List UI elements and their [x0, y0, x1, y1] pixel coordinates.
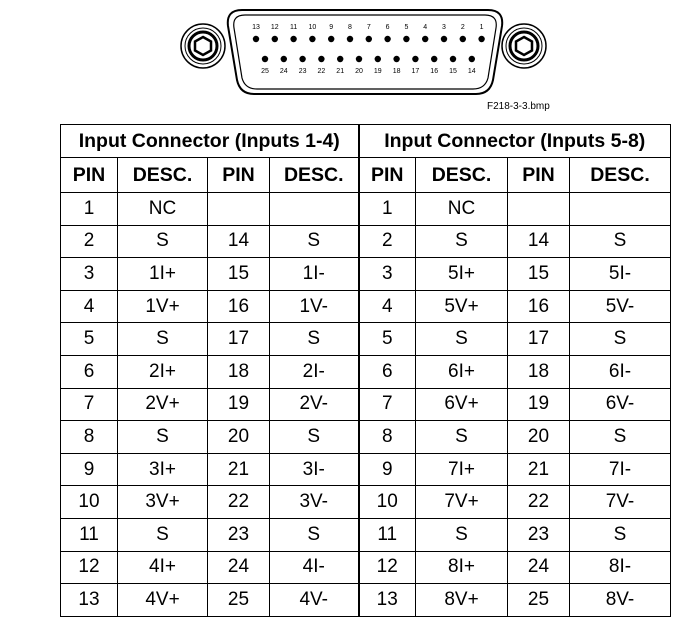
pin-cell: 15 — [508, 258, 570, 291]
table-row — [61, 388, 671, 421]
desc-cell: 7V+ — [416, 486, 508, 519]
pin-number-label: 17 — [411, 68, 420, 75]
group-header-row — [61, 125, 671, 158]
pin-number-label: 5 — [404, 24, 409, 31]
pin-cell: 11 — [61, 518, 118, 551]
pin-cell: 23 — [208, 518, 270, 551]
table-row — [61, 290, 671, 323]
pin-dot — [272, 36, 278, 42]
table-row — [61, 193, 671, 226]
desc-cell: S — [570, 225, 671, 258]
pin-cell: 20 — [508, 421, 570, 454]
desc-cell: S — [416, 421, 508, 454]
desc-cell: S — [570, 421, 671, 454]
desc-cell: 3V- — [270, 486, 359, 519]
desc-cell: 1I- — [270, 258, 359, 291]
desc-cell: 2I+ — [118, 355, 208, 388]
pin-cell: 3 — [359, 258, 416, 291]
desc-cell: NC — [118, 193, 208, 226]
table-row — [61, 551, 671, 584]
pin-number-label: 2 — [460, 24, 465, 31]
pin-number-label: 9 — [329, 24, 334, 31]
desc-cell: 4I- — [270, 551, 359, 584]
table-row — [61, 355, 671, 388]
desc-cell: 6I- — [570, 355, 671, 388]
table-row — [61, 323, 671, 356]
desc-cell: S — [118, 421, 208, 454]
column-header-desc: DESC. — [570, 158, 671, 193]
pin-dot — [281, 56, 287, 62]
pin-cell: 21 — [208, 453, 270, 486]
table-row — [61, 453, 671, 486]
desc-cell: S — [270, 518, 359, 551]
pin-cell: 17 — [208, 323, 270, 356]
pin-cell: 2 — [61, 225, 118, 258]
pin-cell: 12 — [359, 551, 416, 584]
desc-cell: S — [118, 323, 208, 356]
pin-cell: 3 — [61, 258, 118, 291]
desc-cell: S — [416, 225, 508, 258]
pin-dot — [299, 56, 305, 62]
pin-number-label: 1 — [479, 24, 484, 31]
desc-cell: 5V- — [570, 290, 671, 323]
desc-cell: 4V- — [270, 584, 359, 617]
pin-dot — [393, 56, 399, 62]
pin-dot — [356, 56, 362, 62]
desc-cell: 8V+ — [416, 584, 508, 617]
table-row — [61, 486, 671, 519]
column-header-desc: DESC. — [270, 158, 359, 193]
desc-cell: S — [118, 225, 208, 258]
pin-number-label: 18 — [392, 68, 401, 75]
pin-number-label: 13 — [252, 24, 260, 31]
pin-cell: 13 — [359, 584, 416, 617]
pin-dot — [328, 36, 334, 42]
pin-dot — [290, 36, 296, 42]
pin-number-label: 7 — [366, 24, 371, 31]
desc-cell: 2V+ — [118, 388, 208, 421]
pin-number-label: 24 — [279, 68, 288, 75]
desc-cell: 4V+ — [118, 584, 208, 617]
pin-dot — [460, 36, 466, 42]
desc-cell: 7I- — [570, 453, 671, 486]
pin-cell: 22 — [208, 486, 270, 519]
pin-cell: 13 — [61, 584, 118, 617]
table-row — [61, 258, 671, 291]
desc-cell: S — [416, 323, 508, 356]
desc-cell — [570, 193, 671, 226]
pin-dot — [366, 36, 372, 42]
pin-number-label: 8 — [348, 24, 352, 31]
pin-dot — [318, 56, 324, 62]
group-header-inputs-5-8: Input Connector (Inputs 5-8) — [359, 125, 671, 158]
pin-dot — [403, 36, 409, 42]
pin-cell: 16 — [208, 290, 270, 323]
desc-cell: 8V- — [570, 584, 671, 617]
column-header-desc: DESC. — [118, 158, 208, 193]
pin-number-label: 20 — [355, 68, 363, 75]
pin-number-label: 6 — [385, 24, 390, 31]
pin-cell: 4 — [61, 290, 118, 323]
column-header-pin: PIN — [359, 158, 416, 193]
pin-cell: 19 — [208, 388, 270, 421]
pin-dot — [253, 36, 259, 42]
pin-cell: 16 — [508, 290, 570, 323]
table-row — [61, 421, 671, 454]
desc-cell — [270, 193, 359, 226]
pin-cell — [208, 193, 270, 226]
pin-dot — [450, 56, 456, 62]
pin-cell: 14 — [208, 225, 270, 258]
pin-cell: 17 — [508, 323, 570, 356]
mounting-screw-icon — [181, 24, 225, 68]
desc-cell: S — [416, 518, 508, 551]
pin-cell: 9 — [359, 453, 416, 486]
pin-cell: 20 — [208, 421, 270, 454]
pin-dot — [347, 36, 353, 42]
pin-cell: 2 — [359, 225, 416, 258]
desc-cell: NC — [416, 193, 508, 226]
pin-cell: 7 — [61, 388, 118, 421]
pinout-table — [60, 124, 671, 617]
pin-cell: 11 — [359, 518, 416, 551]
pin-number-label: 22 — [317, 68, 326, 75]
desc-cell: 5I+ — [416, 258, 508, 291]
figure-label: F218-3-3.bmp — [487, 101, 550, 112]
table-row — [61, 584, 671, 617]
pin-number-label: 3 — [442, 24, 446, 31]
desc-cell: S — [270, 323, 359, 356]
pin-cell: 15 — [208, 258, 270, 291]
desc-cell: 5I- — [570, 258, 671, 291]
desc-cell: 2V- — [270, 388, 359, 421]
table-row — [61, 518, 671, 551]
pin-number-label: 25 — [261, 68, 269, 75]
pin-cell: 8 — [359, 421, 416, 454]
mounting-screw-icon — [502, 24, 546, 68]
pin-number-label: 4 — [423, 24, 428, 31]
pin-dot — [431, 56, 437, 62]
pin-cell: 22 — [508, 486, 570, 519]
pin-cell: 24 — [208, 551, 270, 584]
pin-cell: 1 — [61, 193, 118, 226]
pin-cell: 12 — [61, 551, 118, 584]
desc-cell: 8I- — [570, 551, 671, 584]
desc-cell: S — [270, 421, 359, 454]
desc-cell: 5V+ — [416, 290, 508, 323]
desc-cell: 2I- — [270, 355, 359, 388]
pin-cell — [508, 193, 570, 226]
group-header-inputs-1-4: Input Connector (Inputs 1-4) — [61, 125, 359, 158]
pin-number-label: 12 — [270, 24, 279, 31]
desc-cell: S — [570, 323, 671, 356]
desc-cell: S — [270, 225, 359, 258]
pin-number-label: 15 — [449, 68, 457, 75]
pin-cell: 1 — [359, 193, 416, 226]
pin-cell: 23 — [508, 518, 570, 551]
pin-cell: 8 — [61, 421, 118, 454]
table-body — [61, 193, 671, 617]
pin-cell: 9 — [61, 453, 118, 486]
column-header-desc: DESC. — [416, 158, 508, 193]
column-header-pin: PIN — [61, 158, 118, 193]
desc-cell: 1V+ — [118, 290, 208, 323]
pin-cell: 21 — [508, 453, 570, 486]
pin-dot — [441, 36, 447, 42]
desc-cell: S — [118, 518, 208, 551]
pin-dot — [262, 56, 268, 62]
desc-cell: 7V- — [570, 486, 671, 519]
desc-cell: 6V+ — [416, 388, 508, 421]
desc-cell: 6I+ — [416, 355, 508, 388]
pin-dot — [478, 36, 484, 42]
desc-cell: 3V+ — [118, 486, 208, 519]
pin-cell: 18 — [208, 355, 270, 388]
pin-cell: 7 — [359, 388, 416, 421]
pin-dot — [422, 36, 428, 42]
pin-dot — [375, 56, 381, 62]
desc-cell: 7I+ — [416, 453, 508, 486]
desc-cell: S — [570, 518, 671, 551]
pin-cell: 10 — [359, 486, 416, 519]
pin-cell: 25 — [208, 584, 270, 617]
desc-cell: 4I+ — [118, 551, 208, 584]
pin-cell: 18 — [508, 355, 570, 388]
desc-cell: 1I+ — [118, 258, 208, 291]
pin-cell: 5 — [359, 323, 416, 356]
pin-number-label: 11 — [289, 24, 298, 31]
desc-cell: 6V- — [570, 388, 671, 421]
pin-cell: 4 — [359, 290, 416, 323]
pin-dot — [309, 36, 315, 42]
pin-number-label: 10 — [308, 24, 317, 31]
column-header-pin: PIN — [208, 158, 270, 193]
pin-number-label: 19 — [373, 68, 382, 75]
column-header-pin: PIN — [508, 158, 570, 193]
pin-number-label: 16 — [430, 68, 439, 75]
pin-dot — [412, 56, 418, 62]
pin-number-label: 14 — [467, 68, 476, 75]
pin-cell: 24 — [508, 551, 570, 584]
pin-cell: 14 — [508, 225, 570, 258]
pin-cell: 5 — [61, 323, 118, 356]
desc-cell: 8I+ — [416, 551, 508, 584]
desc-cell: 3I- — [270, 453, 359, 486]
pin-cell: 19 — [508, 388, 570, 421]
pin-dot — [469, 56, 475, 62]
pin-dot — [384, 36, 390, 42]
pin-number-label: 23 — [298, 68, 307, 75]
pin-number-label: 21 — [336, 68, 345, 75]
column-header-row — [61, 158, 671, 193]
pin-cell: 25 — [508, 584, 570, 617]
db25-connector-icon — [178, 6, 550, 98]
pin-cell: 6 — [359, 355, 416, 388]
pin-cell: 10 — [61, 486, 118, 519]
table-row — [61, 225, 671, 258]
pin-dot — [337, 56, 343, 62]
desc-cell: 1V- — [270, 290, 359, 323]
pin-cell: 6 — [61, 355, 118, 388]
desc-cell: 3I+ — [118, 453, 208, 486]
